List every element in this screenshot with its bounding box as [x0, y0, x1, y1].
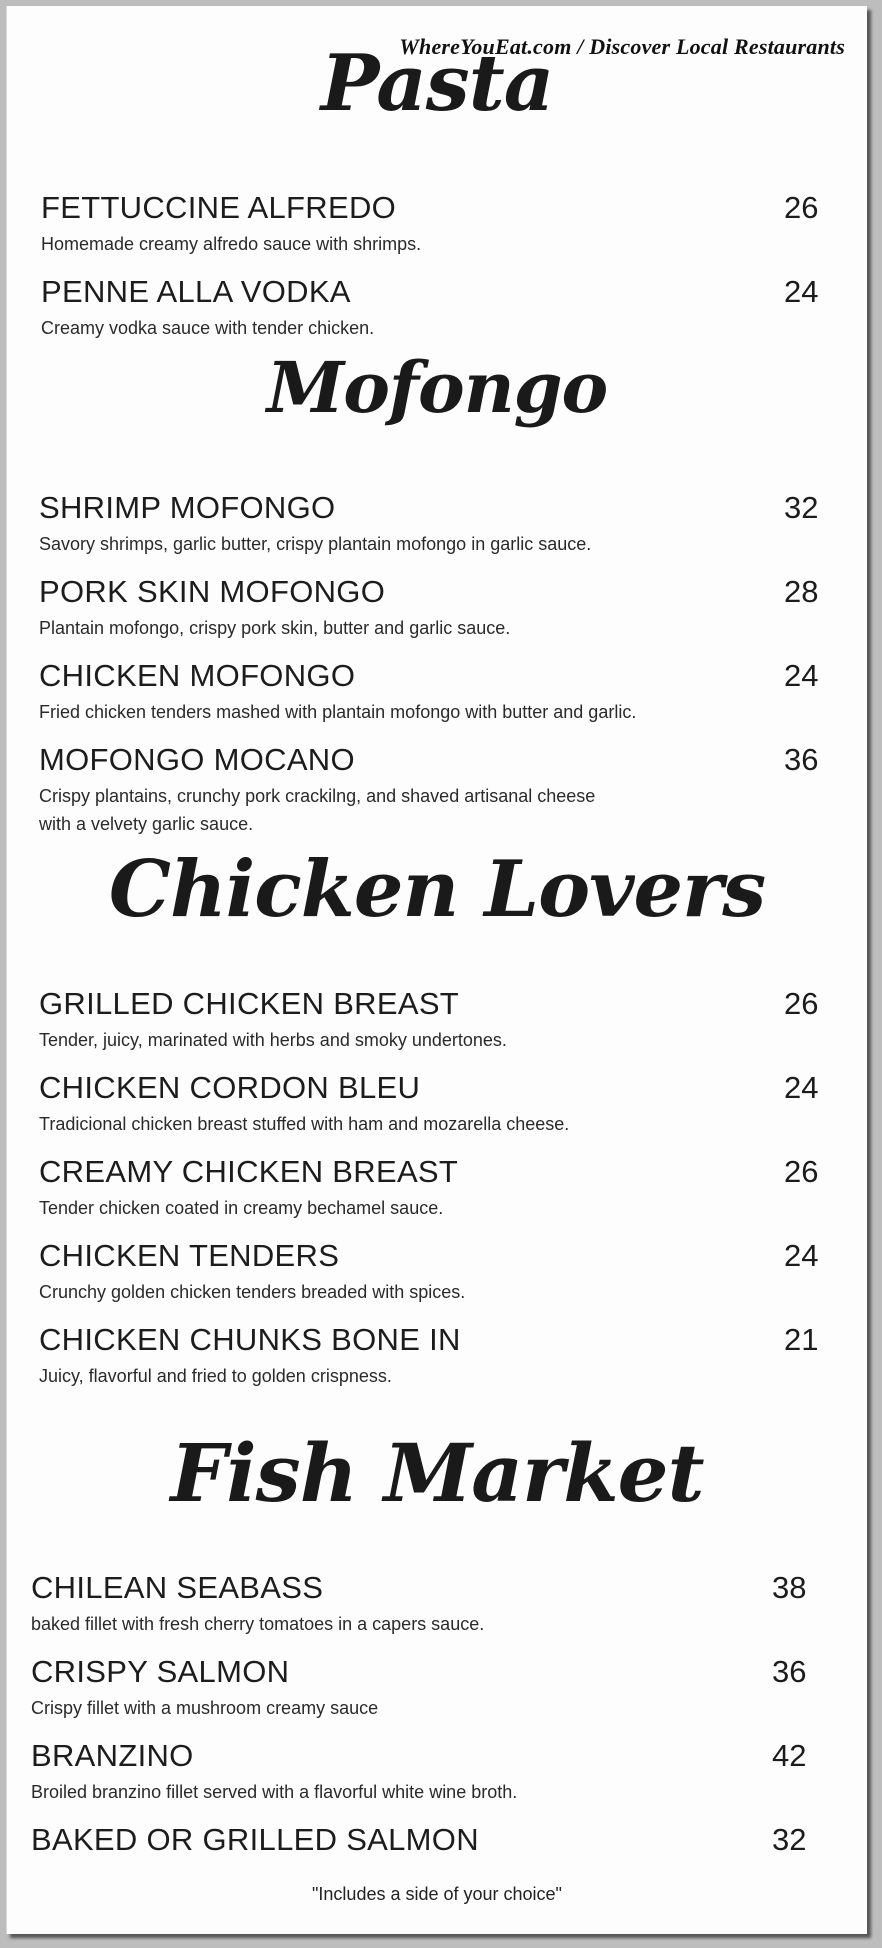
- item-name: MOFONGO MOCANO: [39, 742, 355, 777]
- item-price: 24: [784, 658, 819, 693]
- item-price: 26: [784, 190, 819, 225]
- item-description: Tender, juicy, marinated with herbs and smoky undertones.: [39, 1030, 507, 1050]
- item-description: Crunchy golden chicken tenders breaded with spices.: [39, 1282, 466, 1302]
- item-description: Juicy, flavorful and fried to golden crispness.: [39, 1366, 392, 1386]
- item-description: Tradicional chicken breast stuffed with ham and mozarella cheese.: [39, 1114, 570, 1134]
- item-price: 24: [784, 274, 819, 309]
- item-name: CRISPY SALMON: [31, 1654, 290, 1689]
- item-name: GRILLED CHICKEN BREAST: [39, 986, 460, 1021]
- item-price: 24: [784, 1070, 819, 1105]
- item-description: Tender chicken coated in creamy bechamel sauce.: [39, 1198, 444, 1218]
- item-name: FETTUCCINE ALFREDO: [41, 190, 397, 225]
- footer-note: "Includes a side of your choice": [312, 1884, 562, 1904]
- item-description: Crispy fillet with a mushroom creamy sauce: [31, 1698, 379, 1718]
- item-description: Fried chicken tenders mashed with plantain mofongo with butter and garlic.: [39, 702, 637, 722]
- item-name: CHILEAN SEABASS: [31, 1570, 324, 1605]
- item-description: Broiled branzino fillet served with a flavorful white wine broth.: [31, 1782, 518, 1802]
- item-description: Crispy plantains, crunchy pork crackilng, and shaved artisanal cheese: [39, 786, 596, 806]
- item-name: BAKED OR GRILLED SALMON: [31, 1822, 479, 1857]
- item-name: CHICKEN CORDON BLEU: [39, 1070, 421, 1105]
- item-price: 32: [772, 1822, 807, 1857]
- section-title: Fish Market: [170, 1426, 704, 1520]
- item-price: 21: [784, 1322, 819, 1357]
- section-title: Chicken Lovers: [108, 844, 766, 935]
- item-name: SHRIMP MOFONGO: [39, 490, 336, 525]
- item-name: CHICKEN MOFONGO: [39, 658, 356, 693]
- item-description: baked fillet with fresh cherry tomatoes in a capers sauce.: [31, 1614, 485, 1634]
- menu-page: [6, 6, 867, 1934]
- item-name: CHICKEN TENDERS: [39, 1238, 340, 1273]
- item-name: PENNE ALLA VODKA: [41, 274, 351, 309]
- item-price: 26: [784, 986, 819, 1021]
- item-name: PORK SKIN MOFONGO: [39, 574, 386, 609]
- item-price: 36: [784, 742, 819, 777]
- item-description: Homemade creamy alfredo sauce with shrimps.: [41, 234, 422, 254]
- site-watermark: WhereYouEat.com / Discover Local Restaurants: [399, 34, 845, 59]
- item-description: Plantain mofongo, crispy pork skin, butter and garlic sauce.: [39, 618, 511, 638]
- item-price: 28: [784, 574, 819, 609]
- item-price: 26: [784, 1154, 819, 1189]
- item-name: CREAMY CHICKEN BREAST: [39, 1154, 459, 1189]
- item-name: BRANZINO: [31, 1738, 194, 1773]
- item-price: 38: [772, 1570, 807, 1605]
- item-price: 24: [784, 1238, 819, 1273]
- section-title: Pasta: [320, 38, 554, 129]
- item-description: Savory shrimps, garlic butter, crispy plantain mofongo in garlic sauce.: [39, 534, 592, 554]
- item-description: Creamy vodka sauce with tender chicken.: [41, 318, 375, 338]
- item-price: 42: [772, 1738, 807, 1773]
- item-name: CHICKEN CHUNKS BONE IN: [39, 1322, 461, 1357]
- item-price: 32: [784, 490, 819, 525]
- section-title: Mofongo: [266, 346, 608, 429]
- item-description: with a velvety garlic sauce.: [39, 814, 254, 834]
- item-price: 36: [772, 1654, 807, 1689]
